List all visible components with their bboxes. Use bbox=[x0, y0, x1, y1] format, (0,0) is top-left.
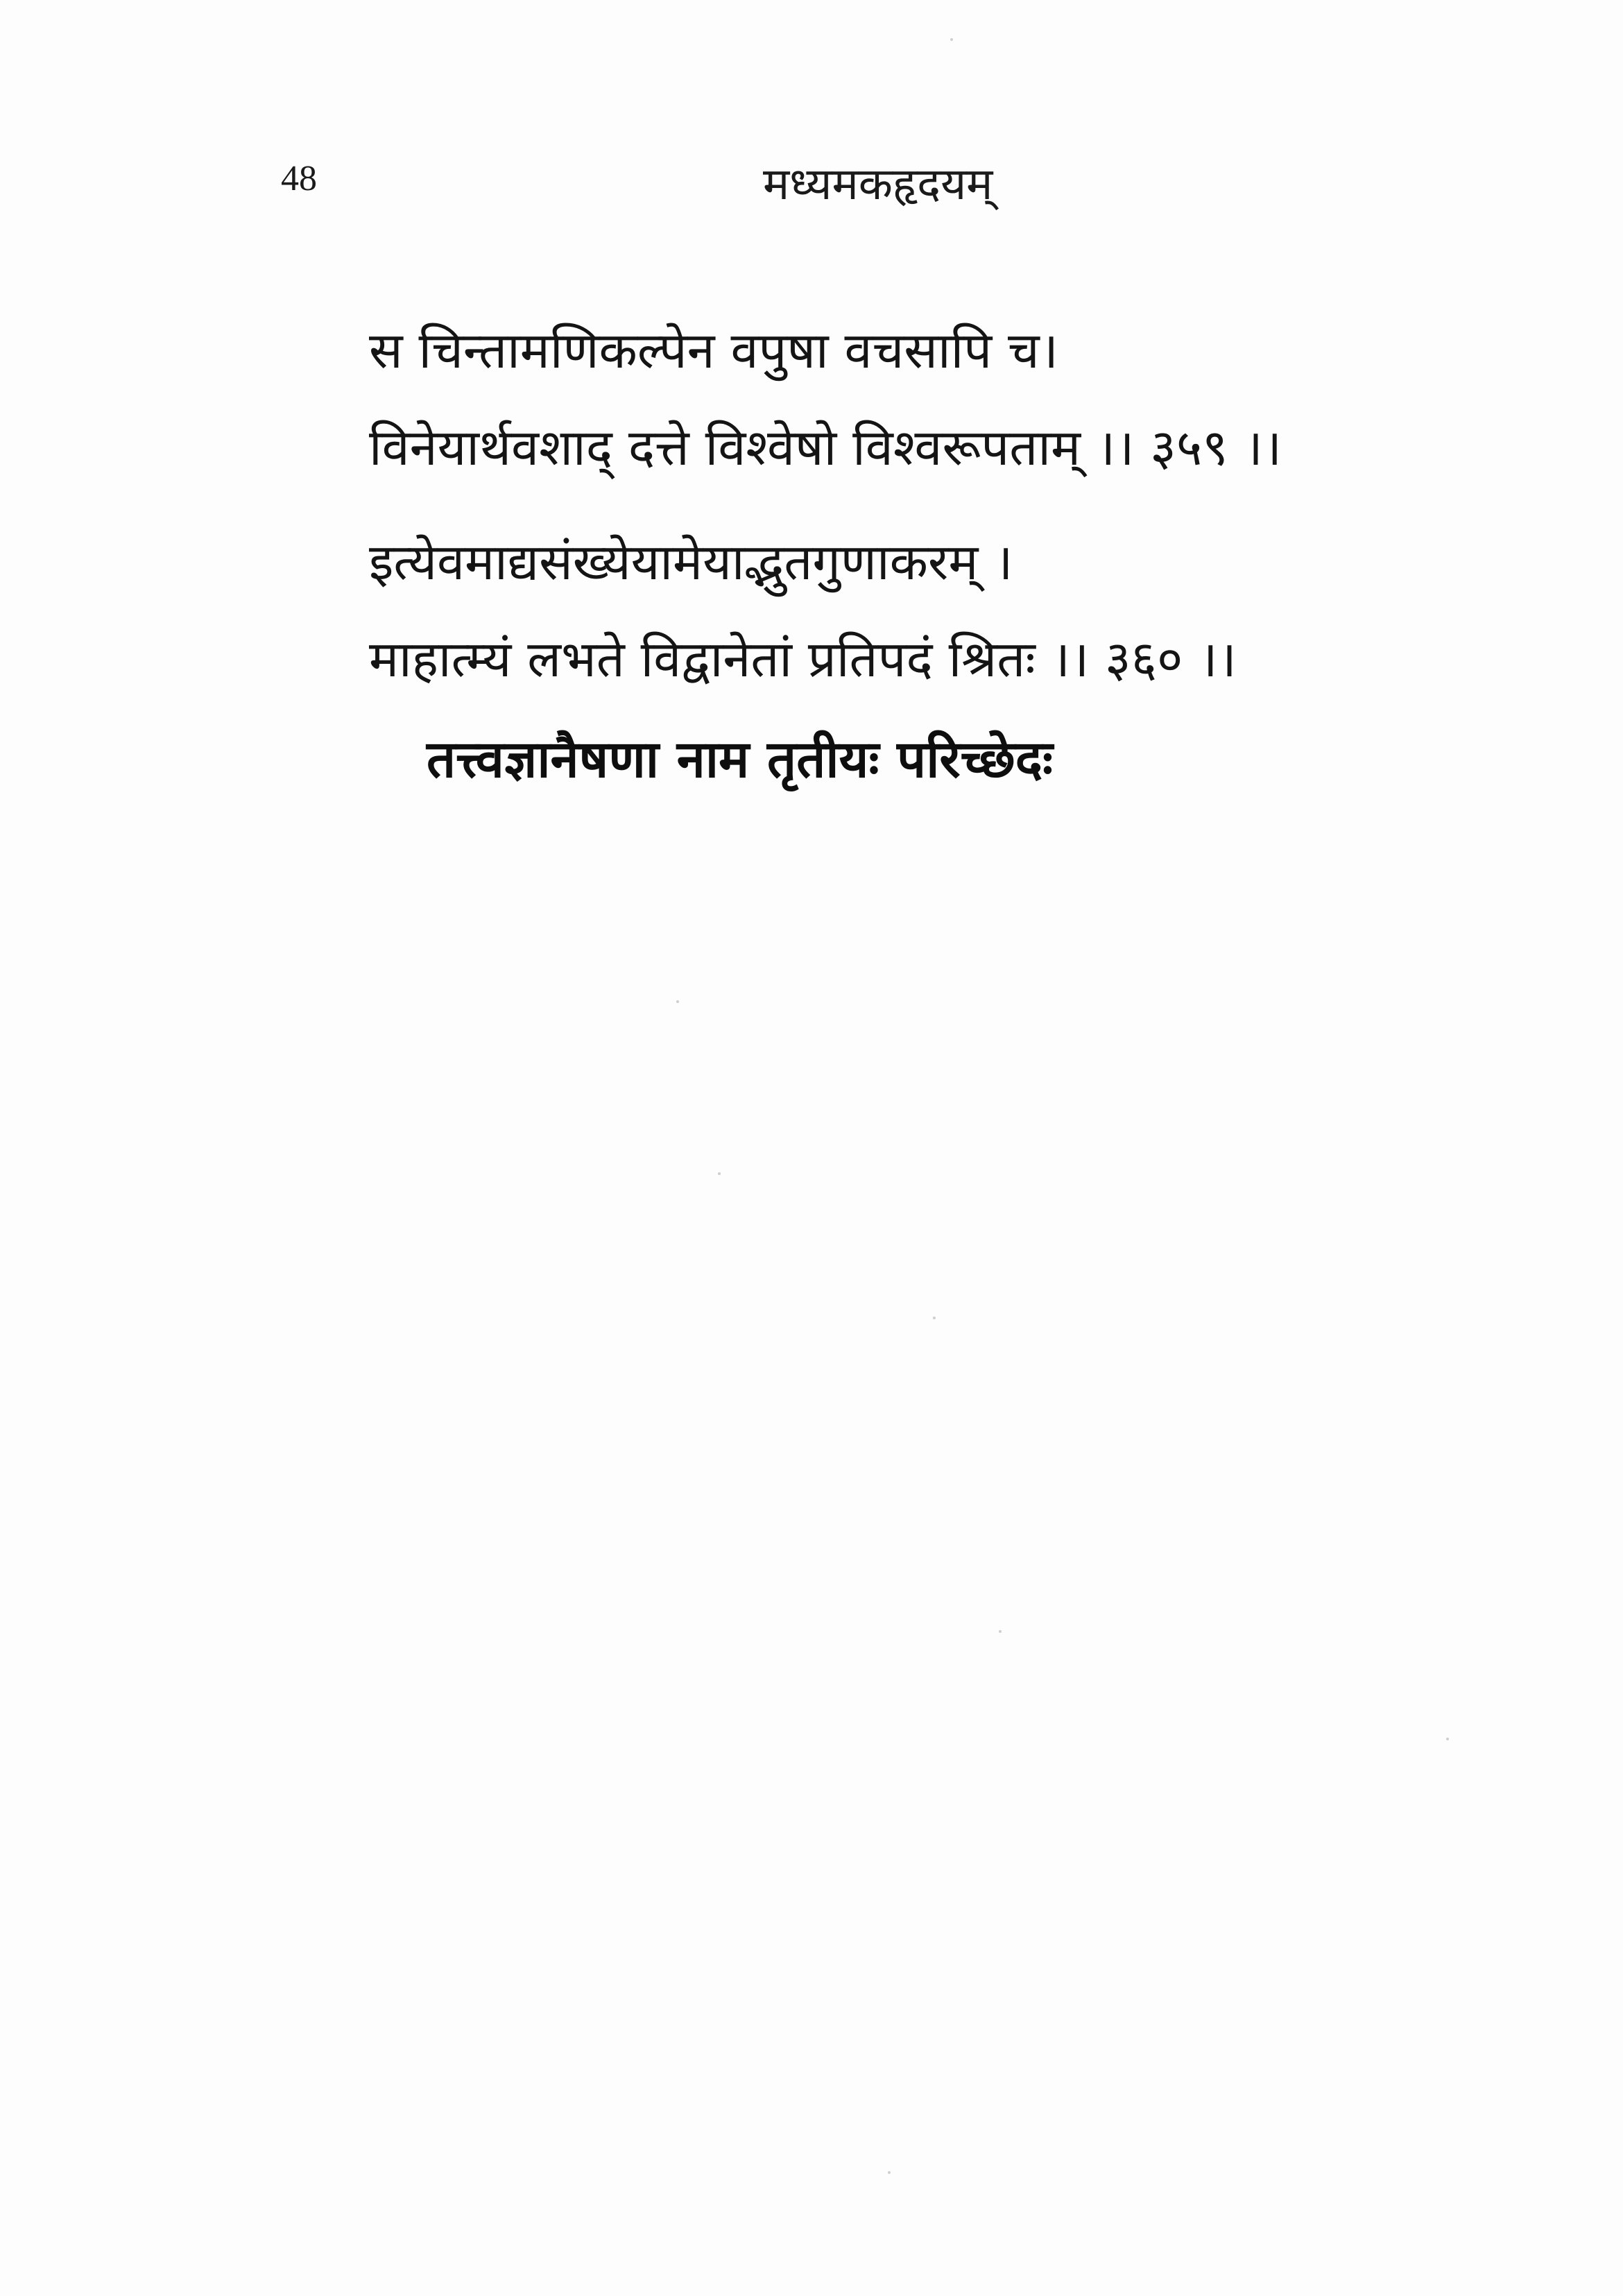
verse-359-line-2: विनेयार्थवशाद् दत्ते विश्वेषो विश्वरूपताम् ।। ३५९ ।। bbox=[369, 418, 1282, 477]
scan-speck bbox=[1446, 1738, 1449, 1740]
running-title: मध्यमकहृदयम् bbox=[763, 159, 993, 210]
verse-360-line-2: माहात्म्यं लभते विद्वानेतां प्रतिपदं श्रितः ।। ३६० ।। bbox=[369, 630, 1237, 688]
scan-speck bbox=[950, 38, 953, 41]
scan-speck bbox=[933, 1317, 936, 1319]
scan-speck bbox=[888, 2171, 891, 2174]
scan-speck bbox=[999, 1630, 1002, 1633]
scan-speck bbox=[676, 1000, 679, 1003]
scan-speck bbox=[718, 1172, 721, 1175]
verse-360-line-1: इत्येवमाद्यसंख्येयामेयाद्भुतगुणाकरम् । bbox=[369, 533, 1013, 591]
chapter-colophon: तत्त्वज्ञानैषणा नाम तृतीयः परिच्छेदः bbox=[427, 730, 1053, 789]
page-number: 48 bbox=[281, 159, 317, 198]
verse-359-line-1: स चिन्तामणिकल्पेन वपुषा वचसापि च। bbox=[369, 321, 1059, 379]
